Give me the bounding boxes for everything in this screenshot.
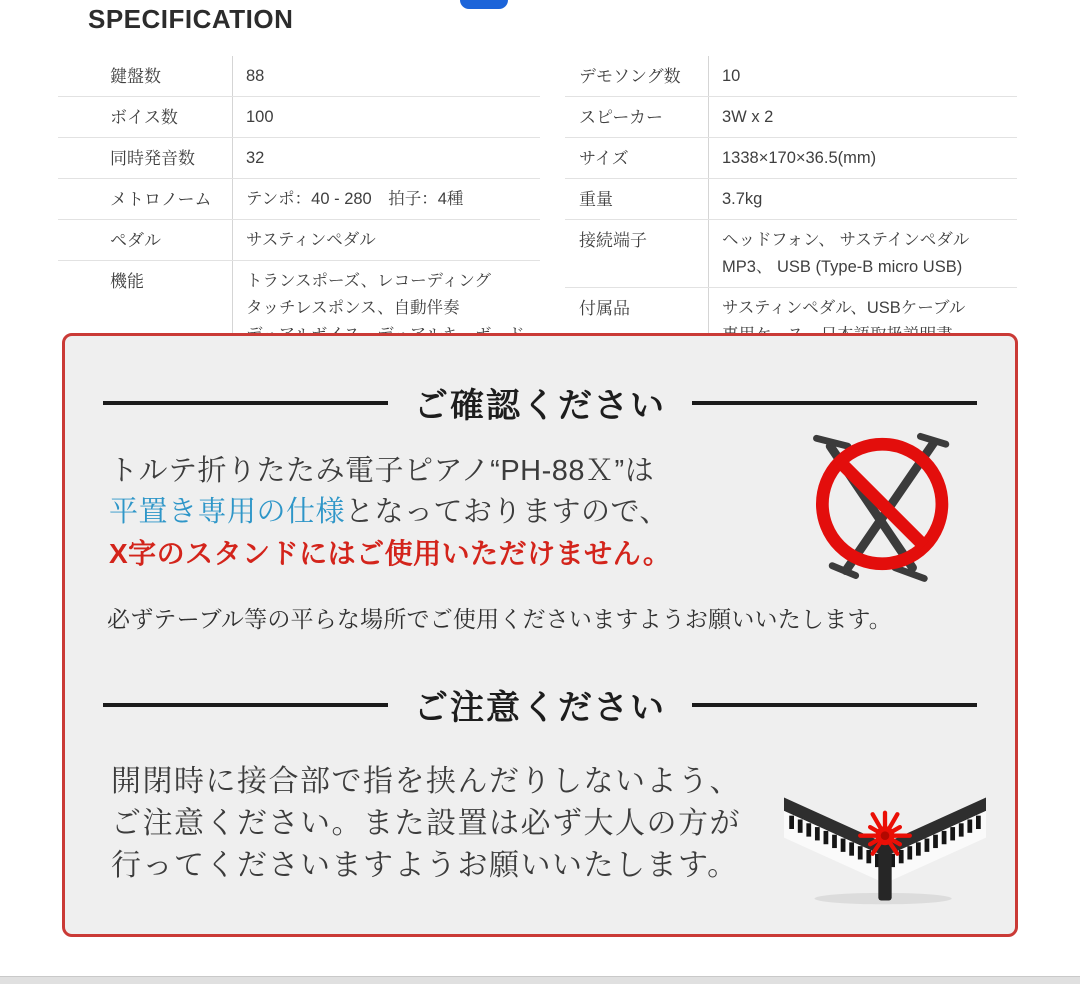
spec-value: [232, 220, 540, 260]
fold-pinch-burst-icon: [769, 748, 1001, 910]
table-row: [58, 178, 540, 219]
spec-label: スピーカー: [579, 108, 663, 127]
confirm-note: 必ずテーブル等の平らな場所でご使用くださいますようお願いいたします。: [107, 606, 892, 632]
spec-value-line: 3.7kg: [722, 190, 763, 208]
caution-line-1: 開閉時に接合部で指を挟んだりしないよう、: [111, 765, 741, 798]
spec-value-line: 10: [722, 67, 741, 85]
caution-paragraph: [111, 761, 801, 887]
page-title: SPECIFICATION: [88, 4, 294, 34]
spec-value: [232, 97, 540, 137]
bottom-section-edge: [0, 976, 1080, 984]
confirm-line-1: トルテ折りたたみ電子ピアノ“PH-88Ｘ”は: [109, 455, 655, 487]
caution-line-3: 行ってくださいますようお願いいたします。: [111, 849, 739, 882]
top-blue-tab: [460, 0, 508, 9]
spec-value: [708, 56, 1017, 96]
spec-label: ボイス数: [110, 108, 178, 127]
caution-line-2: ご注意ください。また設置は必ず大人の方が: [111, 807, 741, 840]
spec-label: 同時発音数: [110, 149, 195, 168]
spec-value-line: 1338×170×36.5(mm): [722, 149, 877, 167]
table-row: [58, 56, 540, 96]
spec-value-line: 32: [246, 149, 265, 167]
divider-line: [103, 401, 388, 405]
spec-value-line: 3W x 2: [722, 108, 774, 126]
spec-value-line: トランスポーズ、レコーディング: [246, 272, 492, 290]
divider-line: [692, 401, 977, 405]
spec-label: サイズ: [579, 149, 629, 168]
table-row: [58, 96, 540, 137]
highlighted-text: 平置き専用の仕様: [109, 496, 346, 528]
caution-heading-row: [103, 680, 977, 729]
confirm-paragraph: [109, 451, 809, 574]
spec-label: 接続端子: [579, 231, 647, 250]
table-row: [565, 178, 1017, 219]
confirm-line-2: [109, 492, 809, 533]
spec-label: デモソング数: [579, 67, 681, 86]
spec-table-left: [58, 56, 540, 355]
spec-value: [232, 179, 540, 219]
spec-label: 鍵盤数: [110, 67, 161, 86]
spec-value-line: サスティンペダル: [246, 231, 376, 249]
divider-line: [103, 703, 388, 707]
spec-value-line: テンポ：40 - 280 拍子：4種: [246, 190, 464, 208]
spec-value: [232, 138, 540, 178]
spec-value: [708, 179, 1017, 219]
table-row: [565, 137, 1017, 178]
spec-value-line: ヘッドフォン、 サステインペダル: [722, 231, 970, 249]
table-row: [565, 56, 1017, 96]
table-row: [58, 219, 540, 260]
notice-box: [62, 333, 1018, 937]
no-x-stand-icon: [791, 418, 987, 588]
spec-value: [708, 97, 1017, 137]
spec-value: [708, 138, 1017, 178]
table-row: [565, 219, 1017, 287]
spec-label: 機能: [110, 272, 144, 291]
spec-label: ペダル: [110, 231, 161, 250]
spec-value-line: MP3、 USB (Type-B micro USB): [722, 258, 963, 276]
spec-label: 重量: [579, 190, 613, 209]
caution-heading: ご注意ください: [414, 689, 666, 727]
spec-value: [232, 56, 540, 96]
spec-value-line: タッチレスポンス、自動伴奏: [246, 299, 460, 317]
spec-value-line: 100: [246, 108, 274, 126]
spec-value-line: サスティンペダル、USBケーブル: [722, 299, 966, 317]
table-row: [58, 137, 540, 178]
spec-value-line: 88: [246, 67, 265, 85]
spec-value: [708, 220, 1017, 287]
divider-line: [692, 703, 977, 707]
confirm-line-2-rest: となっておりますので、: [345, 496, 669, 528]
spec-label: 付属品: [579, 299, 630, 318]
spec-table-right: [565, 56, 1017, 355]
spec-label: メトロノーム: [110, 190, 212, 209]
confirm-line-3-warning: X字のスタンドにはご使用いただけません。: [109, 538, 672, 569]
confirm-heading: ご確認ください: [414, 387, 666, 425]
table-row: [565, 96, 1017, 137]
